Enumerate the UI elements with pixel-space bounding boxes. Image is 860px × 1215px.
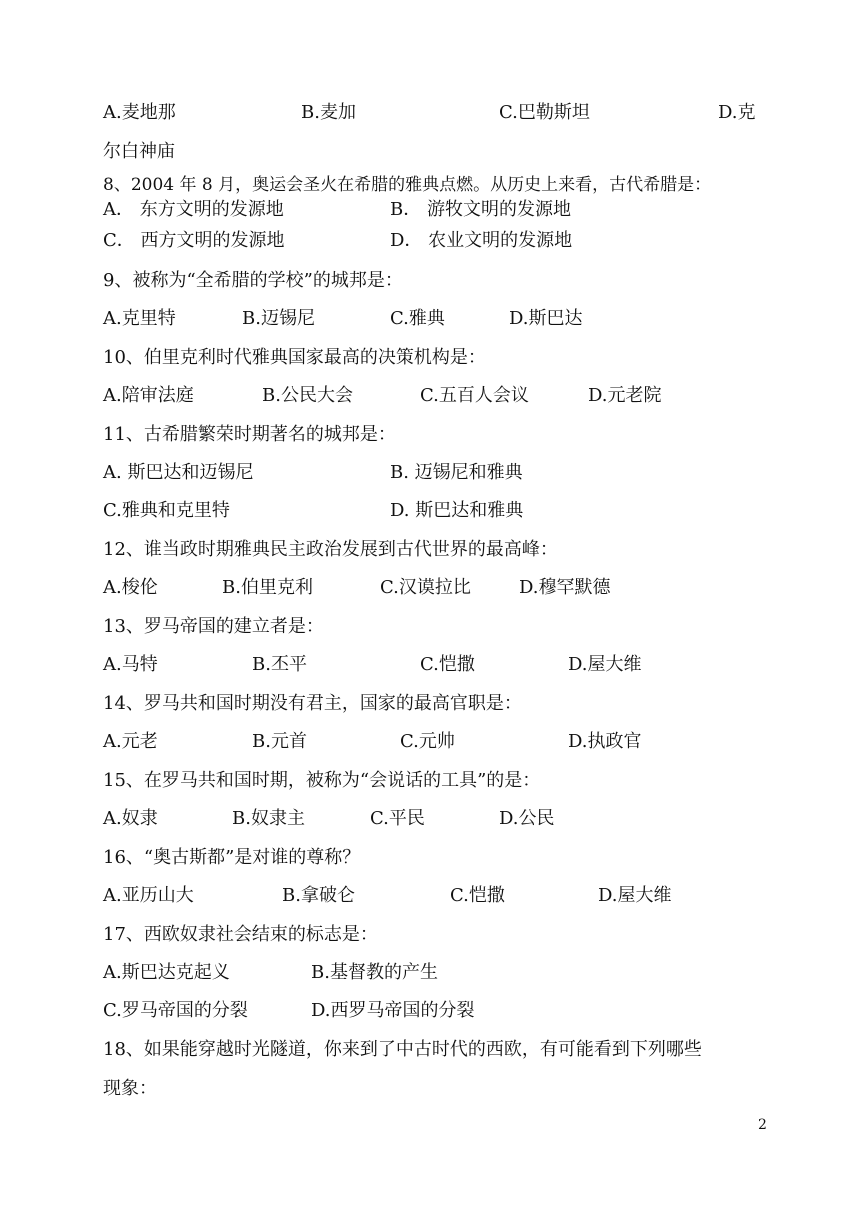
q8-option-a: A． 东方文明的发源地 xyxy=(103,199,284,220)
q16-option-d: D.屋大维 xyxy=(598,885,672,906)
q11-question: 11、古希腊繁荣时期著名的城邦是： xyxy=(103,424,396,445)
q18-question-line2: 现象： xyxy=(103,1078,157,1099)
q17-option-d: D.西罗马帝国的分裂 xyxy=(311,1000,475,1021)
q8-option-b: B． 游牧文明的发源地 xyxy=(390,199,571,220)
q13-option-b: B.丕平 xyxy=(252,654,307,675)
q14-option-c: C.元帅 xyxy=(400,731,455,752)
q7-option-c: C.巴勒斯坦 xyxy=(499,102,590,123)
q8-option-d: D． 农业文明的发源地 xyxy=(390,230,573,251)
q15-option-b: B.奴隶主 xyxy=(232,808,305,829)
q15-option-d: D.公民 xyxy=(499,808,555,829)
q8-question: 8、2004 年 8 月，奥运会圣火在希腊的雅典点燃。从历史上来看，古代希腊是： xyxy=(103,175,712,195)
q11-option-d: D. 斯巴达和雅典 xyxy=(390,500,524,521)
q9-option-b: B.迈锡尼 xyxy=(242,308,315,329)
q10-option-c: C.五百人会议 xyxy=(420,385,529,406)
q15-option-c: C.平民 xyxy=(370,808,425,829)
q17-option-b: B.基督教的产生 xyxy=(311,962,438,983)
q18-question-line1: 18、如果能穿越时光隧道，你来到了中古时代的西欧，有可能看到下列哪些 xyxy=(103,1039,702,1060)
q13-option-a: A.马特 xyxy=(103,654,158,675)
q16-question: 16、“奥古斯都”是对谁的尊称？ xyxy=(103,847,361,868)
q14-question: 14、罗马共和国时期没有君主，国家的最高官职是： xyxy=(103,693,522,714)
q17-option-a: A.斯巴达克起义 xyxy=(103,962,230,983)
q14-option-a: A.元老 xyxy=(103,731,158,752)
q7-option-d: D.克 xyxy=(718,102,756,123)
q11-option-a: A. 斯巴达和迈锡尼 xyxy=(103,462,254,483)
q11-option-b: B. 迈锡尼和雅典 xyxy=(390,462,523,483)
q10-option-b: B.公民大会 xyxy=(262,385,353,406)
q12-option-d: D.穆罕默德 xyxy=(519,577,611,598)
q12-question: 12、谁当政时期雅典民主政治发展到古代世界的最高峰： xyxy=(103,539,558,560)
q14-option-d: D.执政官 xyxy=(568,731,642,752)
q17-question: 17、西欧奴隶社会结束的标志是： xyxy=(103,924,378,945)
q13-question: 13、罗马帝国的建立者是： xyxy=(103,616,324,637)
page-number: 2 xyxy=(758,1117,767,1133)
q9-option-d: D.斯巴达 xyxy=(509,308,583,329)
q13-option-c: C.恺撒 xyxy=(420,654,475,675)
q16-option-c: C.恺撒 xyxy=(450,885,505,906)
q12-option-b: B.伯里克利 xyxy=(222,577,313,598)
q17-option-c: C.罗马帝国的分裂 xyxy=(103,1000,248,1021)
q9-option-c: C.雅典 xyxy=(390,308,445,329)
q7-option-a: A.麦地那 xyxy=(103,102,176,123)
q16-option-b: B.拿破仑 xyxy=(282,885,355,906)
q7-option-b: B.麦加 xyxy=(301,102,356,123)
q10-option-d: D.元老院 xyxy=(588,385,662,406)
q16-option-a: A.亚历山大 xyxy=(103,885,194,906)
q7-option-d-continuation: 尔白神庙 xyxy=(103,141,175,162)
q15-question: 15、在罗马共和国时期，被称为“会说话的工具”的是： xyxy=(103,770,541,791)
q12-option-a: A.梭伦 xyxy=(103,577,158,598)
q12-option-c: C.汉谟拉比 xyxy=(380,577,471,598)
q10-option-a: A.陪审法庭 xyxy=(103,385,194,406)
q14-option-b: B.元首 xyxy=(252,731,307,752)
q8-option-c: C． 西方文明的发源地 xyxy=(103,230,285,251)
q15-option-a: A.奴隶 xyxy=(103,808,158,829)
q10-question: 10、伯里克利时代雅典国家最高的决策机构是： xyxy=(103,347,486,368)
q11-option-c: C.雅典和克里特 xyxy=(103,500,230,521)
q9-question: 9、被称为“全希腊的学校”的城邦是： xyxy=(103,270,403,291)
q9-option-a: A.克里特 xyxy=(103,308,176,329)
q13-option-d: D.屋大维 xyxy=(568,654,642,675)
